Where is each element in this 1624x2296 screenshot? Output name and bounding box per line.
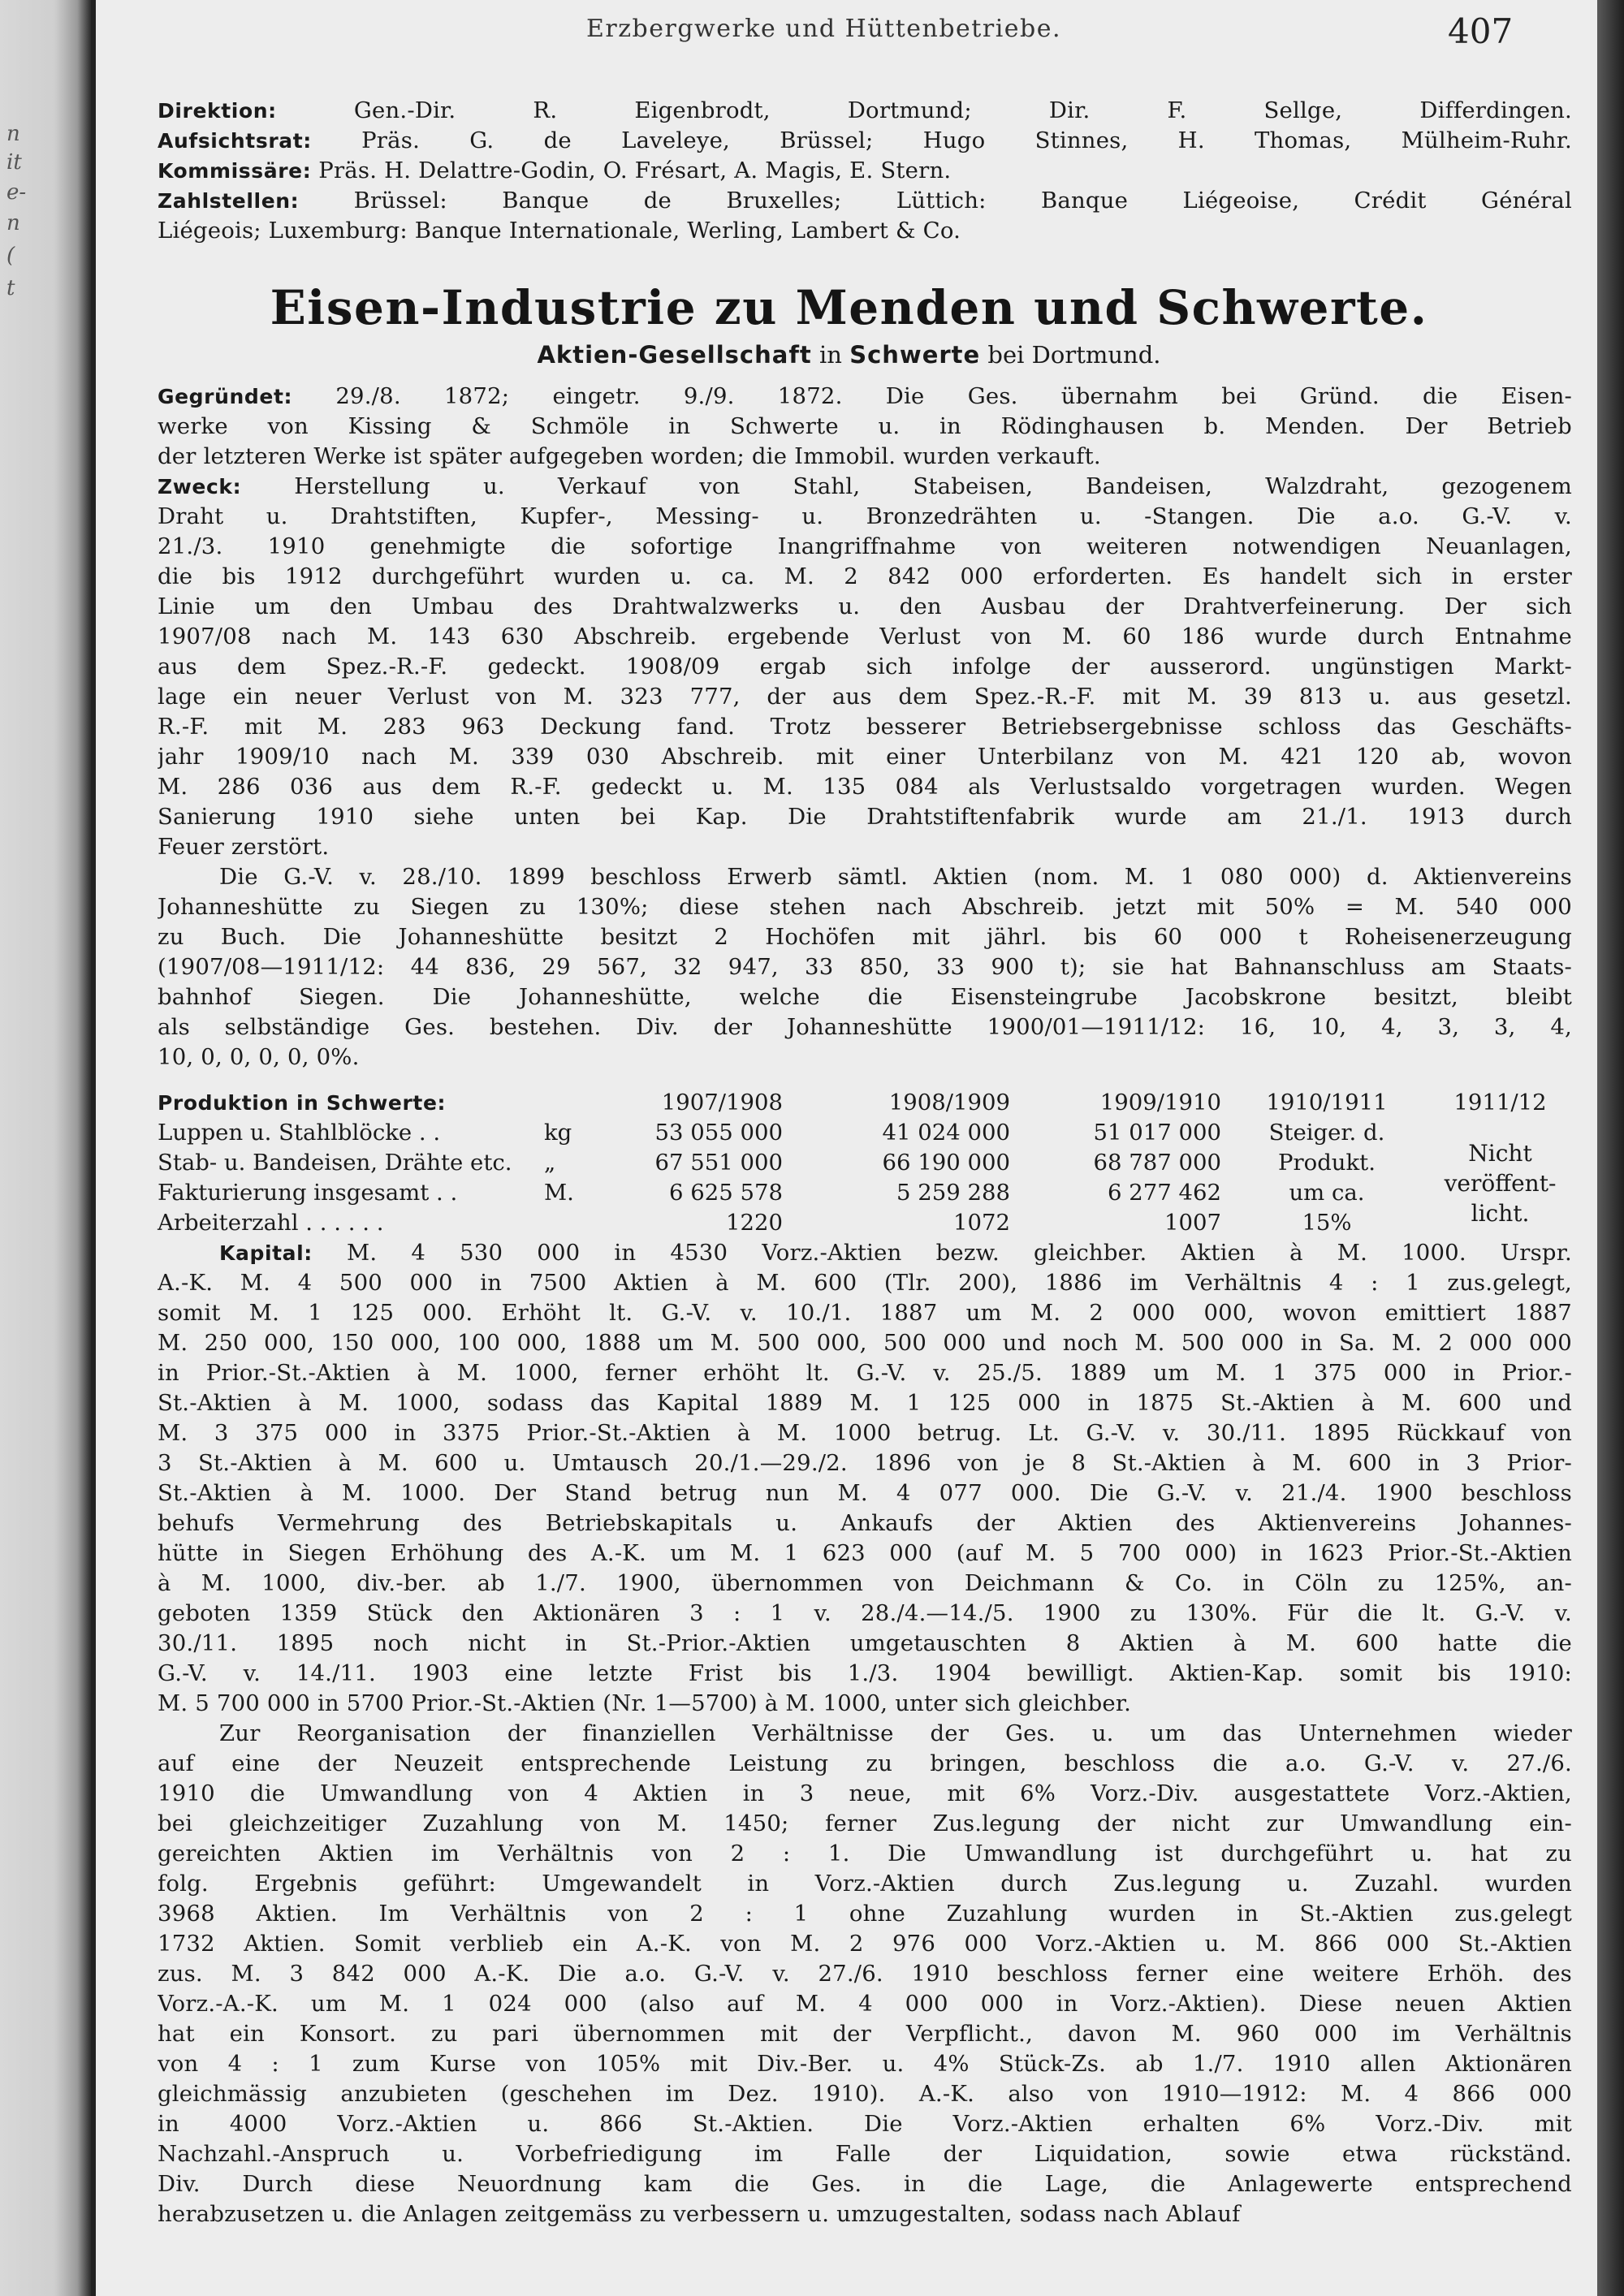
text-line — [158, 1328, 1572, 1358]
text-line — [158, 2109, 1572, 2139]
text-line — [158, 382, 1572, 412]
row-note: 15% — [1302, 1210, 1352, 1236]
field-label: Gegründet: — [158, 385, 293, 408]
line-text: von 4 : 1 zum Kurse von 105% mit Div.-Ber. u. 4% Stück-Zs. ab 1./7. 1910 allen Aktionären — [158, 2051, 1572, 2077]
row-value: 6 625 578 — [669, 1180, 783, 1206]
text-line — [158, 1508, 1572, 1539]
text-line — [158, 1629, 1572, 1659]
line-text: gleichmässig anzubieten (geschehen im Dez. 1910). A.-K. also von 1910—1912: M. 4 866 000 — [158, 2081, 1572, 2107]
line-text: M. 4 530 000 in 4530 Vorz.-Aktien bezw. gleichber. Aktien à M. 1000. Urspr. — [312, 1240, 1572, 1266]
subtitle-connector: in — [811, 341, 850, 369]
text-line — [158, 532, 1572, 562]
row-value: 68 787 000 — [1093, 1150, 1221, 1176]
text-line — [158, 1388, 1572, 1418]
text-line — [158, 1959, 1572, 1989]
text-line — [158, 2139, 1572, 2169]
line-text: (1907/08—1911/12: 44 836, 29 567, 32 947, 33 850, 33 900 t); sie hat Bahnanschluss am Staats- — [158, 954, 1572, 980]
line-text: Johanneshütte zu Siegen zu 130%; diese stehen nach Abschreib. jetzt mit 50% = M. 540 000 — [158, 894, 1572, 920]
text-line — [158, 1809, 1572, 1839]
row-value: 1220 — [726, 1210, 783, 1236]
row-label: Stab- u. Bandeisen, Drähte etc. — [158, 1150, 512, 1176]
row-value: 5 259 288 — [896, 1180, 1010, 1206]
subtitle-legal-form: Aktien-Gesellschaft — [537, 341, 812, 369]
line-text: Brüssel: Banque de Bruxelles; Lüttich: Banque Liégeoise, Crédit Général — [299, 188, 1572, 214]
text-line — [158, 156, 1572, 186]
subtitle-city: Schwerte — [849, 341, 981, 369]
line-text: bei gleichzeitiger Zuzahlung von M. 1450; ferner Zus.legung der nicht zur Umwandlung ein- — [158, 1810, 1572, 1836]
row-label: Luppen u. Stahlblöcke . . — [158, 1120, 441, 1146]
text-line — [158, 2169, 1572, 2199]
text-line — [158, 1539, 1572, 1569]
text-line — [158, 442, 1572, 472]
line-text: Draht u. Drahtstiften, Kupfer-, Messing- u. Bronzedrähten u. -Stangen. Die a.o. G.-V. v. — [158, 503, 1572, 529]
row-value: 6 277 462 — [1108, 1180, 1221, 1206]
line-text: A.-K. M. 4 500 000 in 7500 Aktien à M. 600 (Tlr. 200), 1886 im Verhältnis 4 : 1 zus.gelegt, — [158, 1270, 1572, 1296]
row-value: 1007 — [1164, 1210, 1221, 1236]
text-line — [158, 96, 1572, 126]
text-line — [158, 592, 1572, 622]
company-subtitle — [96, 341, 1602, 369]
line-text: Präs. H. Delattre-Godin, O. Frésart, A. Magis, E. Stern. — [311, 158, 952, 183]
text-line — [158, 1989, 1572, 2019]
line-text: Vorz.-A.-K. um M. 1 024 000 (also auf M. 4 000 000 in Vorz.-Aktien). Diese neuen Aktien — [158, 1991, 1572, 2017]
note-line: licht. — [1471, 1200, 1530, 1227]
text-line — [158, 472, 1572, 502]
text-line — [158, 1839, 1572, 1869]
line-text: zus. M. 3 842 000 A.-K. Die a.o. G.-V. v. 27./6. 1910 beschloss ferner eine weitere Erhöh. des — [158, 1961, 1572, 1987]
line-text: Liégeois; Luxemburg: Banque Internationale, Werling, Lambert & Co. — [158, 218, 961, 244]
production-row — [158, 1178, 1572, 1208]
row-value: 1072 — [953, 1210, 1010, 1236]
left-margin-fragment: it — [6, 150, 22, 175]
line-text: hat ein Konsort. zu pari übernommen mit der Verpflicht., davon M. 960 000 im Verhältnis — [158, 2021, 1572, 2047]
row-unit: „ — [544, 1150, 556, 1176]
text-line — [158, 1042, 1572, 1072]
line-text: in Prior.-St.-Aktien à M. 1000, ferner erhöht lt. G.-V. v. 25./5. 1889 um M. 1 375 000 in Prior.- — [158, 1360, 1572, 1386]
line-text: R.-F. mit M. 283 963 Deckung fand. Trotz besserer Betriebsergebnisse schloss das Geschäfts- — [158, 714, 1572, 740]
text-line — [158, 772, 1572, 802]
line-text: aus dem Spez.-R.-F. gedeckt. 1908/09 ergab sich infolge der ausserord. ungünstigen Markt- — [158, 654, 1572, 680]
line-text: als selbständige Ges. bestehen. Div. der Johanneshütte 1900/01—1911/12: 16, 10, 4, 3, 3, 4, — [158, 1014, 1572, 1040]
line-text: 10, 0, 0, 0, 0, 0%. — [158, 1044, 360, 1070]
text-line — [158, 1418, 1572, 1448]
line-text: bahnhof Siegen. Die Johanneshütte, welche die Eisensteingrube Jacobskrone besitzt, bleibt — [158, 984, 1572, 1010]
text-line — [158, 622, 1572, 652]
text-line — [158, 126, 1572, 156]
line-text: jahr 1909/10 nach M. 339 030 Abschreib. mit einer Unterbilanz von M. 421 120 ab, wovon — [158, 744, 1572, 770]
production-row — [158, 1148, 1572, 1178]
year-header: 1908/1909 — [888, 1090, 1010, 1116]
line-text: hütte in Siegen Erhöhung des A.-K. um M. 1 623 000 (auf M. 5 700 000) in 1623 Prior.-St.-Aktien — [158, 1540, 1572, 1566]
line-text: St.-Aktien à M. 1000. Der Stand betrug nun M. 4 077 000. Die G.-V. v. 21./4. 1900 beschloss — [158, 1480, 1572, 1506]
line-text: werke von Kissing & Schmöle in Schwerte u. in Rödinghausen b. Menden. Der Betrieb — [158, 413, 1572, 439]
line-text: à M. 1000, div.-ber. ab 1./7. 1900, übernommen von Deichmann & Co. in Cöln zu 125%, an- — [158, 1570, 1572, 1596]
left-margin-fragment: n — [6, 211, 20, 235]
left-margin-fragment: e- — [6, 180, 27, 205]
company-title: Eisen-Industrie zu Menden und Schwerte. — [270, 280, 1428, 335]
line-text: St.-Aktien à M. 1000, sodass das Kapital 1889 M. 1 125 000 in 1875 St.-Aktien à M. 600 und — [158, 1390, 1572, 1416]
text-line — [158, 216, 1572, 246]
text-line — [158, 1268, 1572, 1298]
line-text: Herstellung u. Verkauf von Stahl, Stabeisen, Bandeisen, Walzdraht, gezogenem — [241, 473, 1572, 499]
year-header: 1910/1911 — [1266, 1090, 1388, 1116]
left-margin-fragment: n — [6, 122, 20, 146]
year-header: 1907/1908 — [661, 1090, 783, 1116]
not-published-note — [1420, 1138, 1580, 1228]
line-text: G.-V. v. 14./11. 1903 eine letzte Frist bis 1./3. 1904 bewilligt. Aktien-Kap. somit bis 1910: — [158, 1660, 1572, 1686]
left-margin-fragment: t — [6, 276, 15, 300]
text-line — [158, 862, 1572, 892]
text-line — [158, 1599, 1572, 1629]
binding-edge — [1597, 0, 1624, 2296]
page-number: 407 — [1448, 11, 1514, 51]
capital-section — [158, 1238, 1572, 2229]
text-line — [158, 2019, 1572, 2049]
note-line: Nicht — [1468, 1140, 1532, 1167]
field-label: Kapital: — [219, 1241, 313, 1265]
subtitle-location: bei Dortmund. — [980, 341, 1161, 369]
line-text: 21./3. 1910 genehmigte die sofortige Inangriffnahme von weiteren notwendigen Neuanlagen, — [158, 533, 1572, 559]
company-description — [158, 382, 1572, 1072]
text-line — [158, 1899, 1572, 1929]
row-value: 53 055 000 — [654, 1120, 783, 1146]
text-line — [158, 412, 1572, 442]
text-line — [158, 2049, 1572, 2079]
production-table — [158, 1088, 1572, 1238]
field-label: Kommissäre: — [158, 159, 312, 183]
line-text: Div. Durch diese Neuordnung kam die Ges. in die Lage, die Anlagewerte entsprechend — [158, 2171, 1572, 2197]
text-line — [158, 892, 1572, 922]
line-text: M. 250 000, 150 000, 100 000, 1888 um M. 500 000, 500 000 und noch M. 500 000 in Sa. M. 2 000 000 — [158, 1330, 1572, 1356]
row-label: Arbeiterzahl . . . . . . — [158, 1210, 384, 1236]
line-text: somit M. 1 125 000. Erhöht lt. G.-V. v. 10./1. 1887 um M. 2 000 000, wovon emittiert 1887 — [158, 1300, 1572, 1326]
field-label: Zahlstellen: — [158, 189, 300, 213]
line-text: 29./8. 1872; eingetr. 9./9. 1872. Die Ges. übernahm bei Gründ. die Eisen- — [292, 383, 1572, 409]
text-line — [158, 2199, 1572, 2229]
line-text: die bis 1912 durchgeführt wurden u. ca. M. 2 842 000 erforderten. Es handelt sich in erster — [158, 563, 1572, 589]
row-value: 66 190 000 — [882, 1150, 1010, 1176]
line-text: geboten 1359 Stück den Aktionären 3 : 1 v. 28./4.—14./5. 1900 zu 130%. Für die lt. G.-V. v. — [158, 1600, 1572, 1626]
text-line — [158, 952, 1572, 982]
production-heading: Produktion in Schwerte: — [158, 1091, 447, 1115]
text-line — [158, 1869, 1572, 1899]
line-text: 3968 Aktien. Im Verhältnis von 2 : 1 ohne Zuzahlung wurden in St.-Aktien zus.gelegt — [158, 1901, 1572, 1927]
year-header: 1909/1910 — [1099, 1090, 1221, 1116]
line-text: Zur Reorganisation der finanziellen Verhältnisse der Ges. u. um das Unternehmen wieder — [219, 1720, 1572, 1746]
year-header: 1911/12 — [1453, 1090, 1547, 1116]
left-margin-fragment: ( — [6, 244, 15, 268]
row-note: Steiger. d. — [1268, 1120, 1385, 1146]
line-text: M. 5 700 000 in 5700 Prior.-St.-Aktien (Nr. 1—5700) à M. 1000, unter sich gleichber. — [158, 1690, 1132, 1716]
text-line — [158, 1689, 1572, 1719]
text-line — [158, 502, 1572, 532]
line-text: lage ein neuer Verlust von M. 323 777, der aus dem Spez.-R.-F. mit M. 39 813 u. aus gesetzl. — [158, 684, 1572, 710]
row-note: Produkt. — [1278, 1150, 1376, 1176]
management-block — [158, 96, 1572, 246]
row-value: 67 551 000 — [654, 1150, 783, 1176]
line-text: M. 286 036 aus dem R.-F. gedeckt u. M. 135 084 als Verlustsaldo vorgetragen wurden. Wegen — [158, 774, 1572, 800]
production-row — [158, 1118, 1572, 1148]
adjacent-page-edge — [0, 0, 91, 2296]
row-value: 41 024 000 — [882, 1120, 1010, 1146]
text-line — [158, 922, 1572, 952]
line-text: der letzteren Werke ist später aufgegeben worden; die Immobil. wurden verkauft. — [158, 443, 1101, 469]
line-text: Feuer zerstört. — [158, 834, 330, 860]
line-text: folg. Ergebnis geführt: Umgewandelt in Vorz.-Aktien durch Zus.legung u. Zuzahl. wurden — [158, 1871, 1572, 1897]
text-line — [158, 1358, 1572, 1388]
line-text: M. 3 375 000 in 3375 Prior.-St.-Aktien à M. 1000 betrug. Lt. G.-V. v. 30./11. 1895 Rückkauf von — [158, 1420, 1572, 1446]
text-line — [158, 742, 1572, 772]
running-head: Erzbergwerke und Hüttenbetriebe. — [586, 15, 1062, 43]
text-line — [158, 1298, 1572, 1328]
line-text: zu Buch. Die Johanneshütte besitzt 2 Hochöfen mit jährl. bis 60 000 t Roheisenerzeugung — [158, 924, 1572, 950]
line-text: Die G.-V. v. 28./10. 1899 beschloss Erwerb sämtl. Aktien (nom. M. 1 080 000) d. Aktienvereins — [219, 864, 1572, 890]
line-text: herabzusetzen u. die Anlagen zeitgemäss zu verbessern u. umzugestalten, sodass nach Ablauf — [158, 2201, 1241, 2227]
line-text: Sanierung 1910 siehe unten bei Kap. Die Drahtstiftenfabrik wurde am 21./1. 1913 durch — [158, 804, 1572, 830]
text-line — [158, 2079, 1572, 2109]
text-line — [158, 186, 1572, 216]
line-text: 1907/08 nach M. 143 630 Abschreib. ergebende Verlust von M. 60 186 wurde durch Entnahme — [158, 624, 1572, 650]
line-text: 3 St.-Aktien à M. 600 u. Umtausch 20./1.—29./2. 1896 von je 8 St.-Aktien à M. 600 in 3 Prior- — [158, 1450, 1572, 1476]
production-row — [158, 1208, 1572, 1238]
field-label: Direktion: — [158, 99, 277, 123]
row-value: 51 017 000 — [1093, 1120, 1221, 1146]
field-label: Aufsichtsrat: — [158, 129, 312, 153]
row-unit: M. — [544, 1180, 574, 1206]
text-line — [158, 1659, 1572, 1689]
text-line — [158, 1749, 1572, 1779]
line-text: 1910 die Umwandlung von 4 Aktien in 3 neue, mit 6% Vorz.-Div. ausgestattete Vorz.-Aktien, — [158, 1780, 1572, 1806]
text-line — [158, 1569, 1572, 1599]
text-line — [158, 1929, 1572, 1959]
text-line — [158, 1012, 1572, 1042]
text-line — [158, 832, 1572, 862]
text-line — [158, 982, 1572, 1012]
line-text: behufs Vermehrung des Betriebskapitals u. Ankaufs der Aktien des Aktienvereins Johannes- — [158, 1510, 1572, 1536]
line-text: Gen.-Dir. R. Eigenbrodt, Dortmund; Dir. F. Sellge, Differdingen. — [276, 97, 1572, 123]
row-note: um ca. — [1289, 1180, 1365, 1206]
line-text: Linie um den Umbau des Drahtwalzwerks u. den Ausbau der Drahtverfeinerung. Der sich — [158, 593, 1572, 619]
line-text: Nachzahl.-Anspruch u. Vorbefriedigung im Falle der Liquidation, sowie etwa rückständ. — [158, 2141, 1572, 2167]
line-text: Präs. G. de Laveleye, Brüssel; Hugo Stinnes, H. Thomas, Mülheim-Ruhr. — [311, 127, 1572, 153]
text-line — [158, 1779, 1572, 1809]
line-text: auf eine der Neuzeit entsprechende Leistung zu bringen, beschloss die a.o. G.-V. v. 27./6. — [158, 1750, 1572, 1776]
line-text: 1732 Aktien. Somit verblieb ein A.-K. von M. 2 976 000 Vorz.-Aktien u. M. 866 000 St.-Aktien — [158, 1931, 1572, 1957]
text-line — [158, 562, 1572, 592]
row-unit: kg — [544, 1120, 572, 1146]
text-line — [158, 1478, 1572, 1508]
production-header-row — [158, 1088, 1572, 1118]
text-line — [158, 1448, 1572, 1478]
line-text: 30./11. 1895 noch nicht in St.-Prior.-Aktien umgetauschten 8 Aktien à M. 600 hatte die — [158, 1630, 1572, 1656]
row-label: Fakturierung insgesamt . . — [158, 1180, 458, 1206]
line-text: gereichten Aktien im Verhältnis von 2 : 1. Die Umwandlung ist durchgeführt u. hat zu — [158, 1841, 1572, 1867]
line-text: in 4000 Vorz.-Aktien u. 866 St.-Aktien. Die Vorz.-Aktien erhalten 6% Vorz.-Div. mit — [158, 2111, 1572, 2137]
text-line — [158, 652, 1572, 682]
field-label: Zweck: — [158, 475, 242, 498]
text-line — [158, 1719, 1572, 1749]
text-line — [158, 682, 1572, 712]
text-line — [158, 802, 1572, 832]
note-line: veröffent- — [1444, 1170, 1557, 1197]
text-line — [158, 1238, 1572, 1268]
text-line — [158, 712, 1572, 742]
document-page — [91, 0, 1602, 2296]
